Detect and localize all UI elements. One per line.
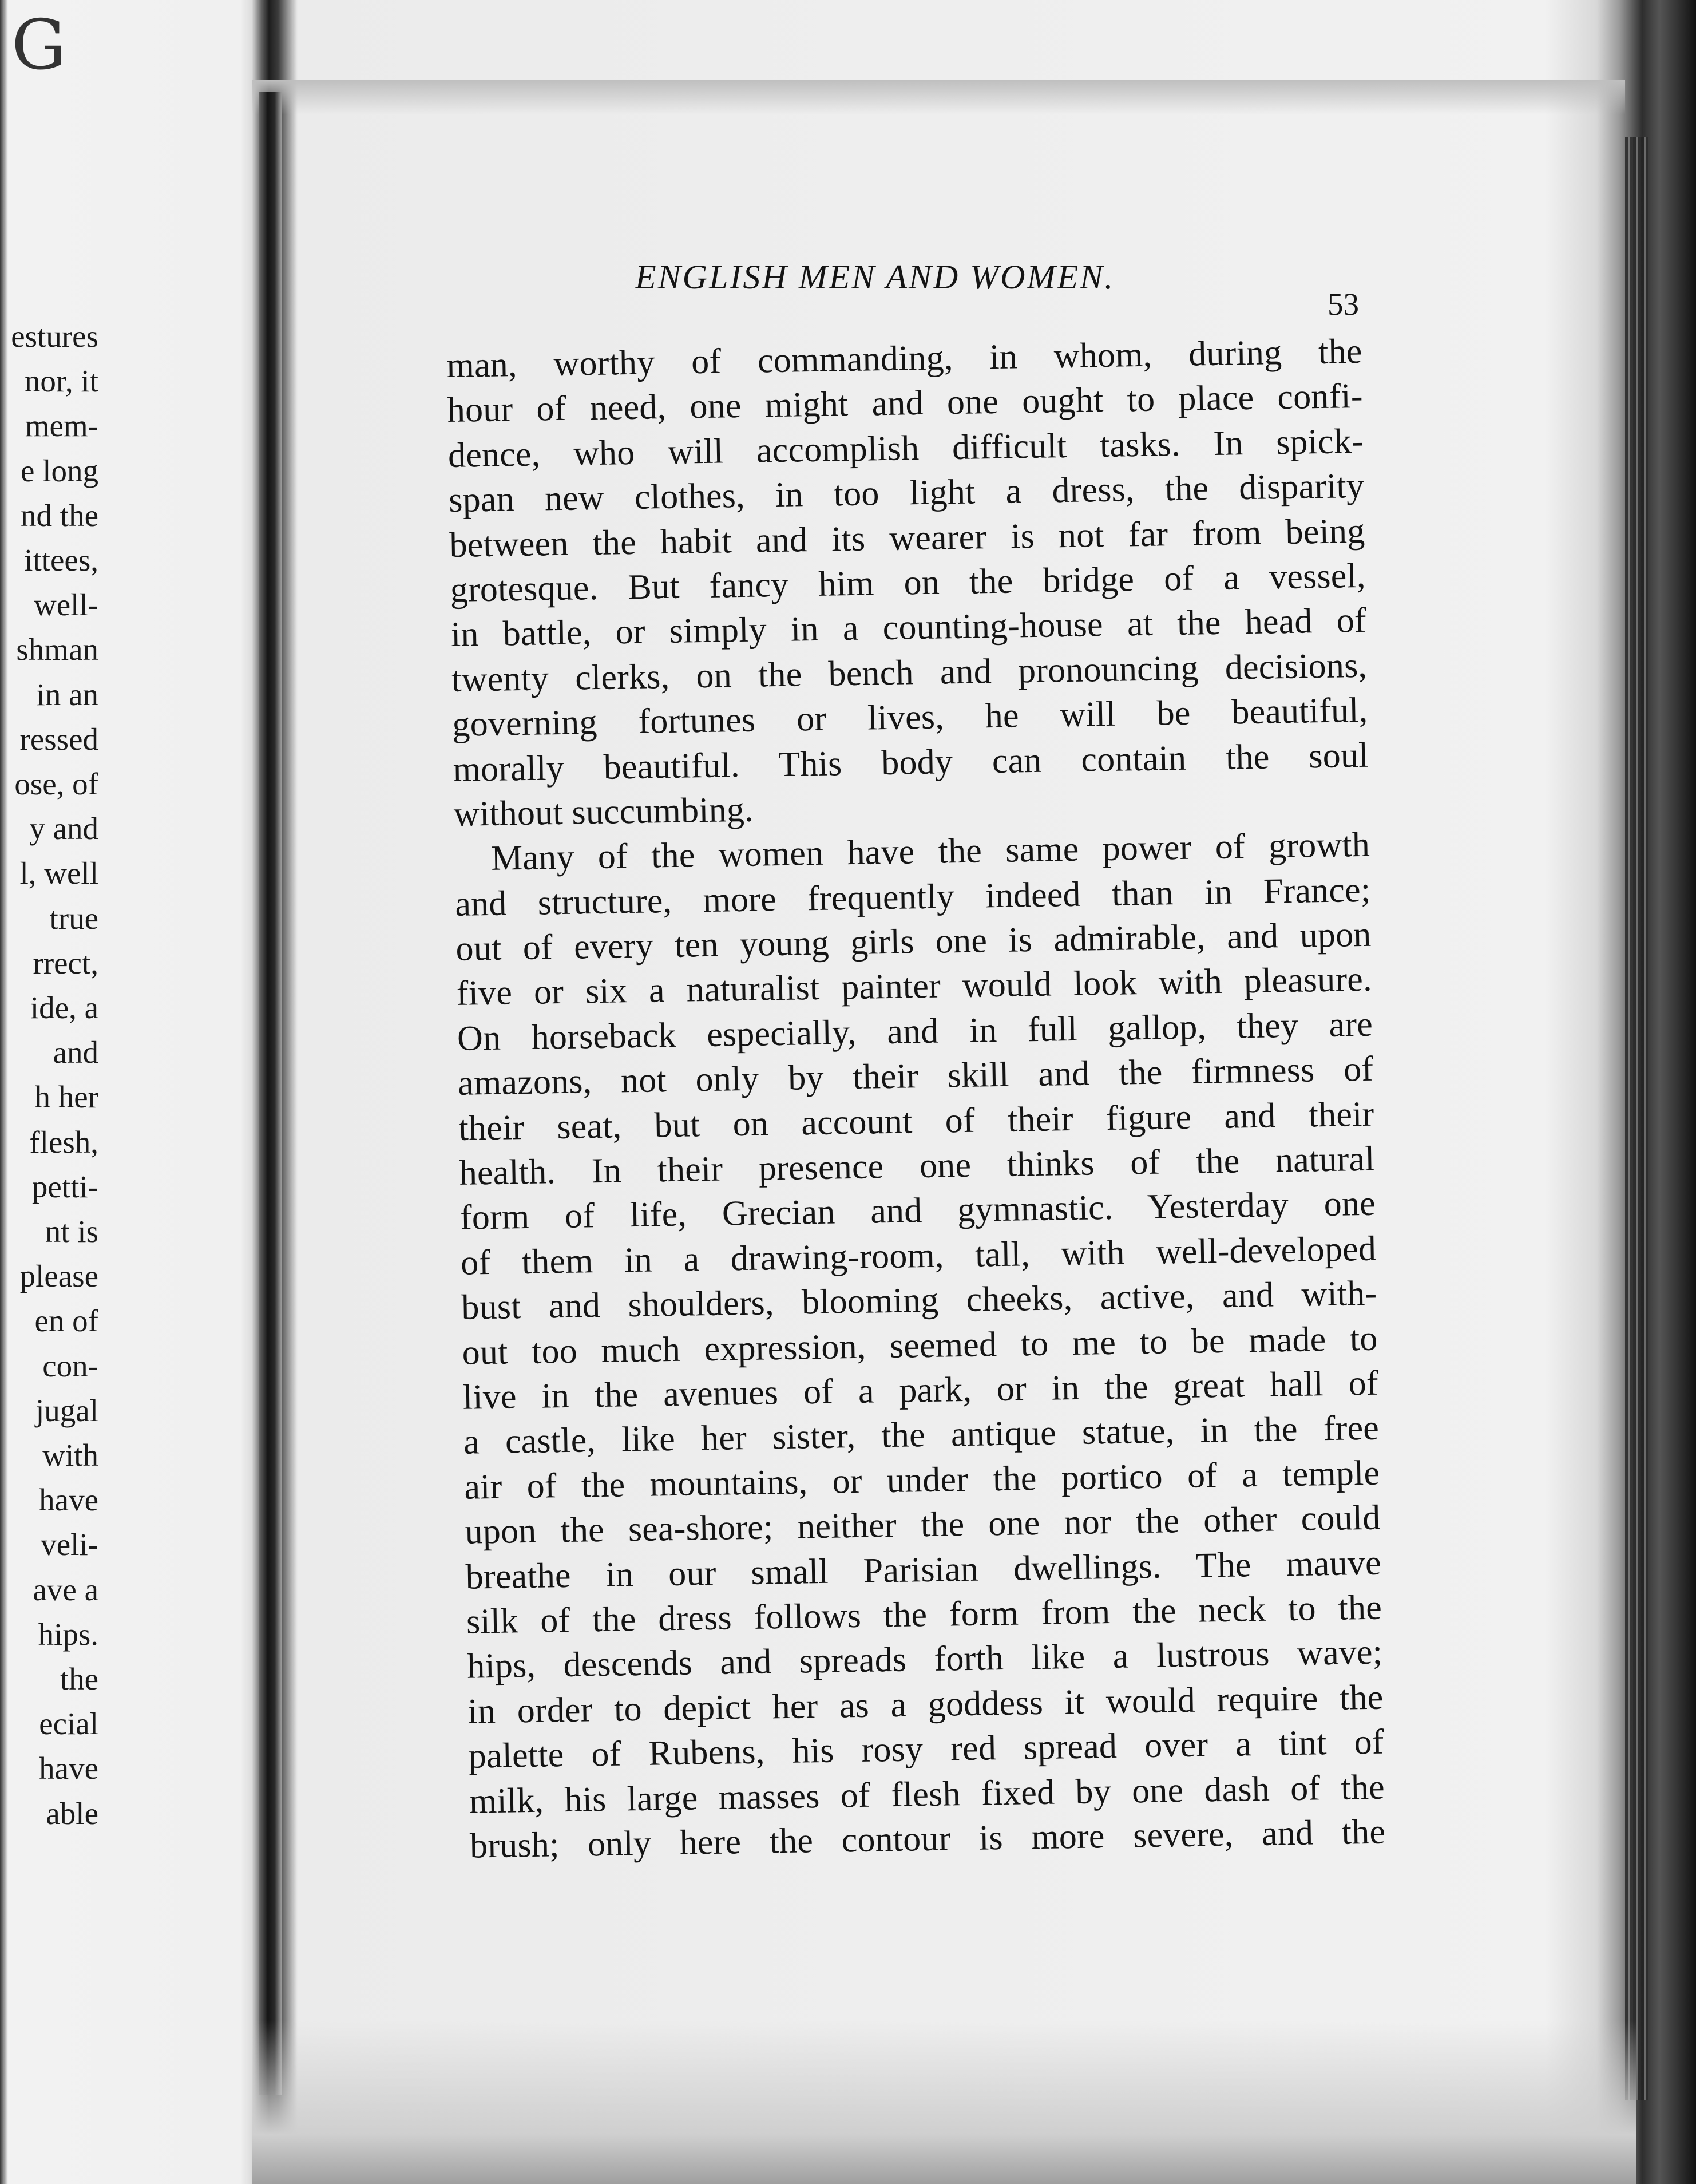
left-page-line: have <box>39 1482 98 1518</box>
text-line: without succumbing. <box>453 790 754 834</box>
text-line: dence, who will accomplish difficult tasks. In spick- <box>447 421 1364 475</box>
left-page-line: with <box>42 1438 98 1473</box>
text-line: their seat, but on account of their figure and their <box>458 1094 1374 1148</box>
text-line: bust and shoulders, blooming cheeks, active, and with- <box>461 1273 1377 1327</box>
text-line: Many of the women have the same power of growth <box>490 825 1370 879</box>
left-page-line: en of <box>34 1303 98 1339</box>
text-line: form of life, Grecian and gymnastic. Yesterday one <box>459 1184 1376 1238</box>
left-page-line: flesh, <box>29 1124 98 1160</box>
left-page-line: nor, it <box>24 363 98 399</box>
left-page-line: and <box>53 1035 98 1070</box>
left-page-line: l, well <box>19 856 98 891</box>
left-page-line: true <box>49 900 98 936</box>
text-line: health. In their presence one thinks of the natural <box>459 1139 1376 1193</box>
left-page-line: ressed <box>19 721 98 757</box>
left-page-line: petti- <box>31 1169 98 1204</box>
left-page-line: estures <box>11 321 98 354</box>
left-page-line: veli- <box>41 1527 98 1562</box>
left-page-line: jugal <box>35 1392 98 1428</box>
text-line: of them in a drawing-room, tall, with well-developed <box>460 1229 1377 1283</box>
left-page-line: shman <box>16 632 98 667</box>
margin-mark: G <box>11 6 66 85</box>
text-line: amazons, not only by their skill and the firmness of <box>457 1049 1374 1103</box>
text-line: grotesque. But fancy him on the bridge of a vessel, <box>450 556 1366 610</box>
text-line: palette of Rubens, his rosy red spread over a tint of <box>468 1722 1385 1776</box>
left-page-line: nd the <box>21 497 98 533</box>
left-page-line: ittees, <box>24 543 98 577</box>
running-head: ENGLISH MEN AND WOMEN. <box>635 258 1115 296</box>
left-page-line: in an <box>36 676 98 712</box>
left-page-line: ecial <box>39 1706 98 1742</box>
left-page-line: con- <box>42 1348 98 1383</box>
text-line: silk of the dress follows the form from the neck to the <box>466 1588 1382 1641</box>
left-page-line: e long <box>21 453 98 488</box>
text-line: twenty clerks, on the bench and pronouncing decisions, <box>451 646 1368 699</box>
text-line: live in the avenues of a park, or in the great hall of <box>462 1363 1379 1417</box>
text-line: out of every ten young girls one is admirable, and upon <box>455 915 1372 968</box>
page-number: 53 <box>1328 287 1359 322</box>
text-line: in order to depict her as a goddess it would require the <box>467 1677 1384 1731</box>
text-line: in battle, or simply in a counting-house at the head of <box>450 601 1367 655</box>
page-edge-stack <box>1625 137 1648 2100</box>
left-page-line: ave a <box>33 1572 98 1607</box>
text-line: air of the mountains, or under the portico of a temple <box>463 1453 1380 1507</box>
text-line: breathe in our small Parisian dwellings. The mauve <box>465 1543 1382 1597</box>
left-page-line: rrect, <box>33 945 98 980</box>
text-line: On horseback especially, and in full gallop, they are <box>457 1004 1373 1058</box>
left-page-line: ide, a <box>30 990 98 1025</box>
text-line: out too much expression, seemed to me to be made to <box>462 1319 1378 1372</box>
text-line: hour of need, one might and one ought to place confi- <box>447 377 1364 430</box>
text-line: governing fortunes or lives, he will be beautiful, <box>451 690 1368 745</box>
page-top-shadow <box>252 80 1625 114</box>
left-page-line: able <box>46 1795 98 1831</box>
left-page-line: please <box>19 1259 98 1294</box>
text-line: hips, descends and spreads forth like a lustrous wave; <box>466 1632 1383 1687</box>
left-page-line: well- <box>33 587 98 623</box>
left-page-line: the <box>60 1661 98 1696</box>
page-bottom-shadow <box>252 2020 1636 2184</box>
text-line: between the habit and its wearer is not far from being <box>449 511 1365 565</box>
left-page-line: mem- <box>25 408 98 444</box>
text-line: and structure, more frequently indeed than in France; <box>454 870 1371 924</box>
text-line: man, worthy of commanding, in whom, during the <box>446 331 1362 385</box>
left-page-line: nt is <box>45 1214 98 1249</box>
left-page-line: hips. <box>38 1616 98 1652</box>
left-page-fragment <box>0 321 103 1866</box>
text-line: span new clothes, in too light a dress, the disparity <box>448 466 1365 520</box>
text-line: brush; only here the contour is more severe, and the <box>469 1812 1386 1866</box>
text-line: a castle, like her sister, the antique statue, in the free <box>463 1408 1380 1462</box>
left-page-line: y and <box>29 811 98 846</box>
left-page-line: have <box>39 1751 98 1786</box>
text-line: morally beautiful. This body can contain the soul <box>453 735 1369 789</box>
text-line: upon the sea-shore; neither the one nor the other could <box>465 1498 1381 1552</box>
book-gutter <box>259 92 282 2095</box>
text-line: five or six a naturalist painter would look with pleasure. <box>456 960 1373 1014</box>
left-page-line: ose, of <box>14 766 98 801</box>
text-line: milk, his large masses of flesh fixed by one dash of the <box>469 1767 1385 1821</box>
body-text <box>446 329 1386 1869</box>
left-page-line: h her <box>34 1079 98 1115</box>
